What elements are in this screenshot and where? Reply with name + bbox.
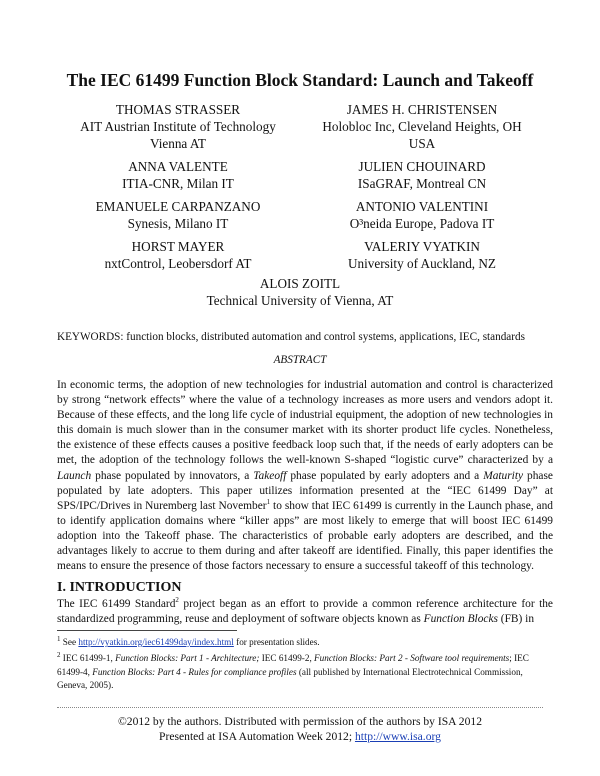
- footnote-emphasis: Function Blocks: Part 2 - Software tool requirements: [314, 653, 510, 664]
- author-affiliation: Technical University of Vienna, AT: [206, 293, 394, 308]
- footnote-text: for presentation slides.: [233, 637, 320, 647]
- author: [302, 238, 542, 272]
- author: [302, 101, 542, 152]
- paper-title: The IEC 61499 Function Block Standard: Launch and Takeoff: [66, 70, 534, 90]
- author: [302, 198, 542, 232]
- author-row: [58, 198, 542, 232]
- section-heading: I. INTRODUCTION: [57, 580, 182, 595]
- footnote-divider: [57, 630, 237, 631]
- author-affiliation: ISaGRAF, Montreal CN: [357, 176, 487, 191]
- intro-text: project began as an effort to provide a common reference architecture for the standardized programming, reuse and deployment of software objects known as: [57, 598, 553, 626]
- footnotes: [57, 636, 553, 696]
- intro-text: (FB) in: [497, 613, 535, 626]
- footnote-text: (all published by International Electrotechnical Commission, Geneva, 2005).: [57, 666, 523, 691]
- author-name: JAMES H. CHRISTENSEN: [346, 102, 498, 117]
- footnote-text: IEC 61499-1,: [60, 653, 116, 664]
- footnote-number: 1: [57, 634, 61, 643]
- intro-emphasis: Function Blocks: [423, 613, 498, 626]
- intro-text: The IEC 61499 Standard: [57, 598, 176, 610]
- footer-presented: [0, 729, 600, 744]
- author-row: [58, 101, 542, 152]
- page-footer: [0, 714, 600, 744]
- footnote-text: See: [60, 637, 79, 647]
- abstract-heading: ABSTRACT: [273, 354, 327, 366]
- author: [58, 238, 298, 272]
- author-location: Vienna AT: [150, 136, 206, 151]
- author-name: HORST MAYER: [131, 239, 225, 254]
- author-name: THOMAS STRASSER: [115, 102, 241, 117]
- footnote-marker: 1: [266, 497, 271, 506]
- author: [302, 158, 542, 192]
- author: [58, 275, 542, 309]
- abstract-text: phase populated by late adopters. This paper utilizes information presented at the “IEC 61499 Day” at SPS/IPC/Drives in Nuremberg last November: [57, 469, 553, 512]
- author: [58, 158, 298, 192]
- author-affiliation: ITIA-CNR, Milan IT: [122, 176, 234, 191]
- footnote-1: [57, 636, 553, 649]
- footnote-emphasis: Function Blocks: Part 1 - Architecture;: [115, 653, 260, 664]
- footnote-text: ; IEC 61499-4,: [57, 653, 529, 677]
- author-affiliation: University of Auckland, NZ: [348, 256, 496, 271]
- footnote-link[interactable]: http://vyatkin.org/iec61499day/index.html: [78, 637, 234, 647]
- author-block: [58, 101, 542, 309]
- footnote-number: 2: [57, 651, 61, 660]
- author-affiliation: Synesis, Milano IT: [127, 216, 229, 231]
- footer-link[interactable]: http://www.isa.org: [354, 730, 441, 743]
- author: [58, 198, 298, 232]
- footnote-marker: 2: [175, 596, 179, 605]
- abstract-body: [57, 378, 553, 574]
- author-name: ANNA VALENTE: [128, 159, 228, 174]
- abstract-text: to show that IEC 61499 is currently in the Launch phase, and to identify application domains where “killer apps” are most likely to emerge that will boost IEC 61499 adoption into the Takeoff phase. The characteristics of probable early adopters are described, and the advantages likely to accrue to them during and after takeoff are identified. Finally, this paper identifies the means to ensure the presence of those factors necessary to ensure a successful takeoff of this technology.: [57, 499, 553, 573]
- author-name: EMANUELE CARPANZANO: [95, 199, 261, 214]
- author-affiliation: Holobloc Inc, Cleveland Heights, OH: [322, 119, 522, 134]
- author-name: VALERIY VYATKIN: [364, 239, 480, 254]
- author: [58, 101, 298, 152]
- footer-copyright: ©2012 by the authors. Distributed with permission of the authors by ISA 2012: [118, 715, 482, 728]
- footer-divider: [57, 707, 543, 708]
- author-name: JULIEN CHOUINARD: [358, 159, 486, 174]
- keywords: KEYWORDS: function blocks, distributed automation and control systems, applications, IEC, standards: [57, 331, 525, 343]
- footnote-2: [57, 652, 553, 692]
- author-name: ANTONIO VALENTINI: [355, 199, 489, 214]
- author-row: [58, 238, 542, 272]
- footer-text: Presented at ISA Automation Week 2012;: [159, 730, 355, 743]
- abstract-text: phase populated by innovators, a: [91, 469, 254, 482]
- abstract-emphasis: Launch: [57, 469, 92, 482]
- author-affiliation: nxtControl, Leobersdorf AT: [104, 256, 252, 271]
- abstract-emphasis: Takeoff: [253, 469, 287, 482]
- author-affiliation: AIT Austrian Institute of Technology: [80, 119, 276, 134]
- abstract-emphasis: Maturity: [483, 469, 524, 482]
- abstract-text: phase populated by early adopters and a: [286, 469, 484, 482]
- author-location: USA: [408, 136, 436, 151]
- footnote-text: IEC 61499-2,: [259, 653, 315, 664]
- footnote-emphasis: Function Blocks: Part 4 - Rules for compliance profiles: [92, 666, 297, 677]
- intro-paragraph: [57, 597, 553, 627]
- author-name: ALOIS ZOITL: [259, 276, 341, 291]
- abstract-text: In economic terms, the adoption of new technologies for industrial automation and control is characterized by strong “network effects” where the value of a technology increases as more users and vendors adopt it. Because of these effects, and the long life cycle of industrial equipment, the adoption of new technologies in this domain is much slower than in the consumer market with its shorter product life cycles. Nonetheless, the existence of these effects causes a positive feedback loop such that, if the needs of early adopters can be met, the adoption of the technology follows the well-known S-shaped “logistic curve” characterized by a: [57, 379, 553, 467]
- author-row: [58, 158, 542, 192]
- author-affiliation: O³neida Europe, Padova IT: [349, 216, 495, 231]
